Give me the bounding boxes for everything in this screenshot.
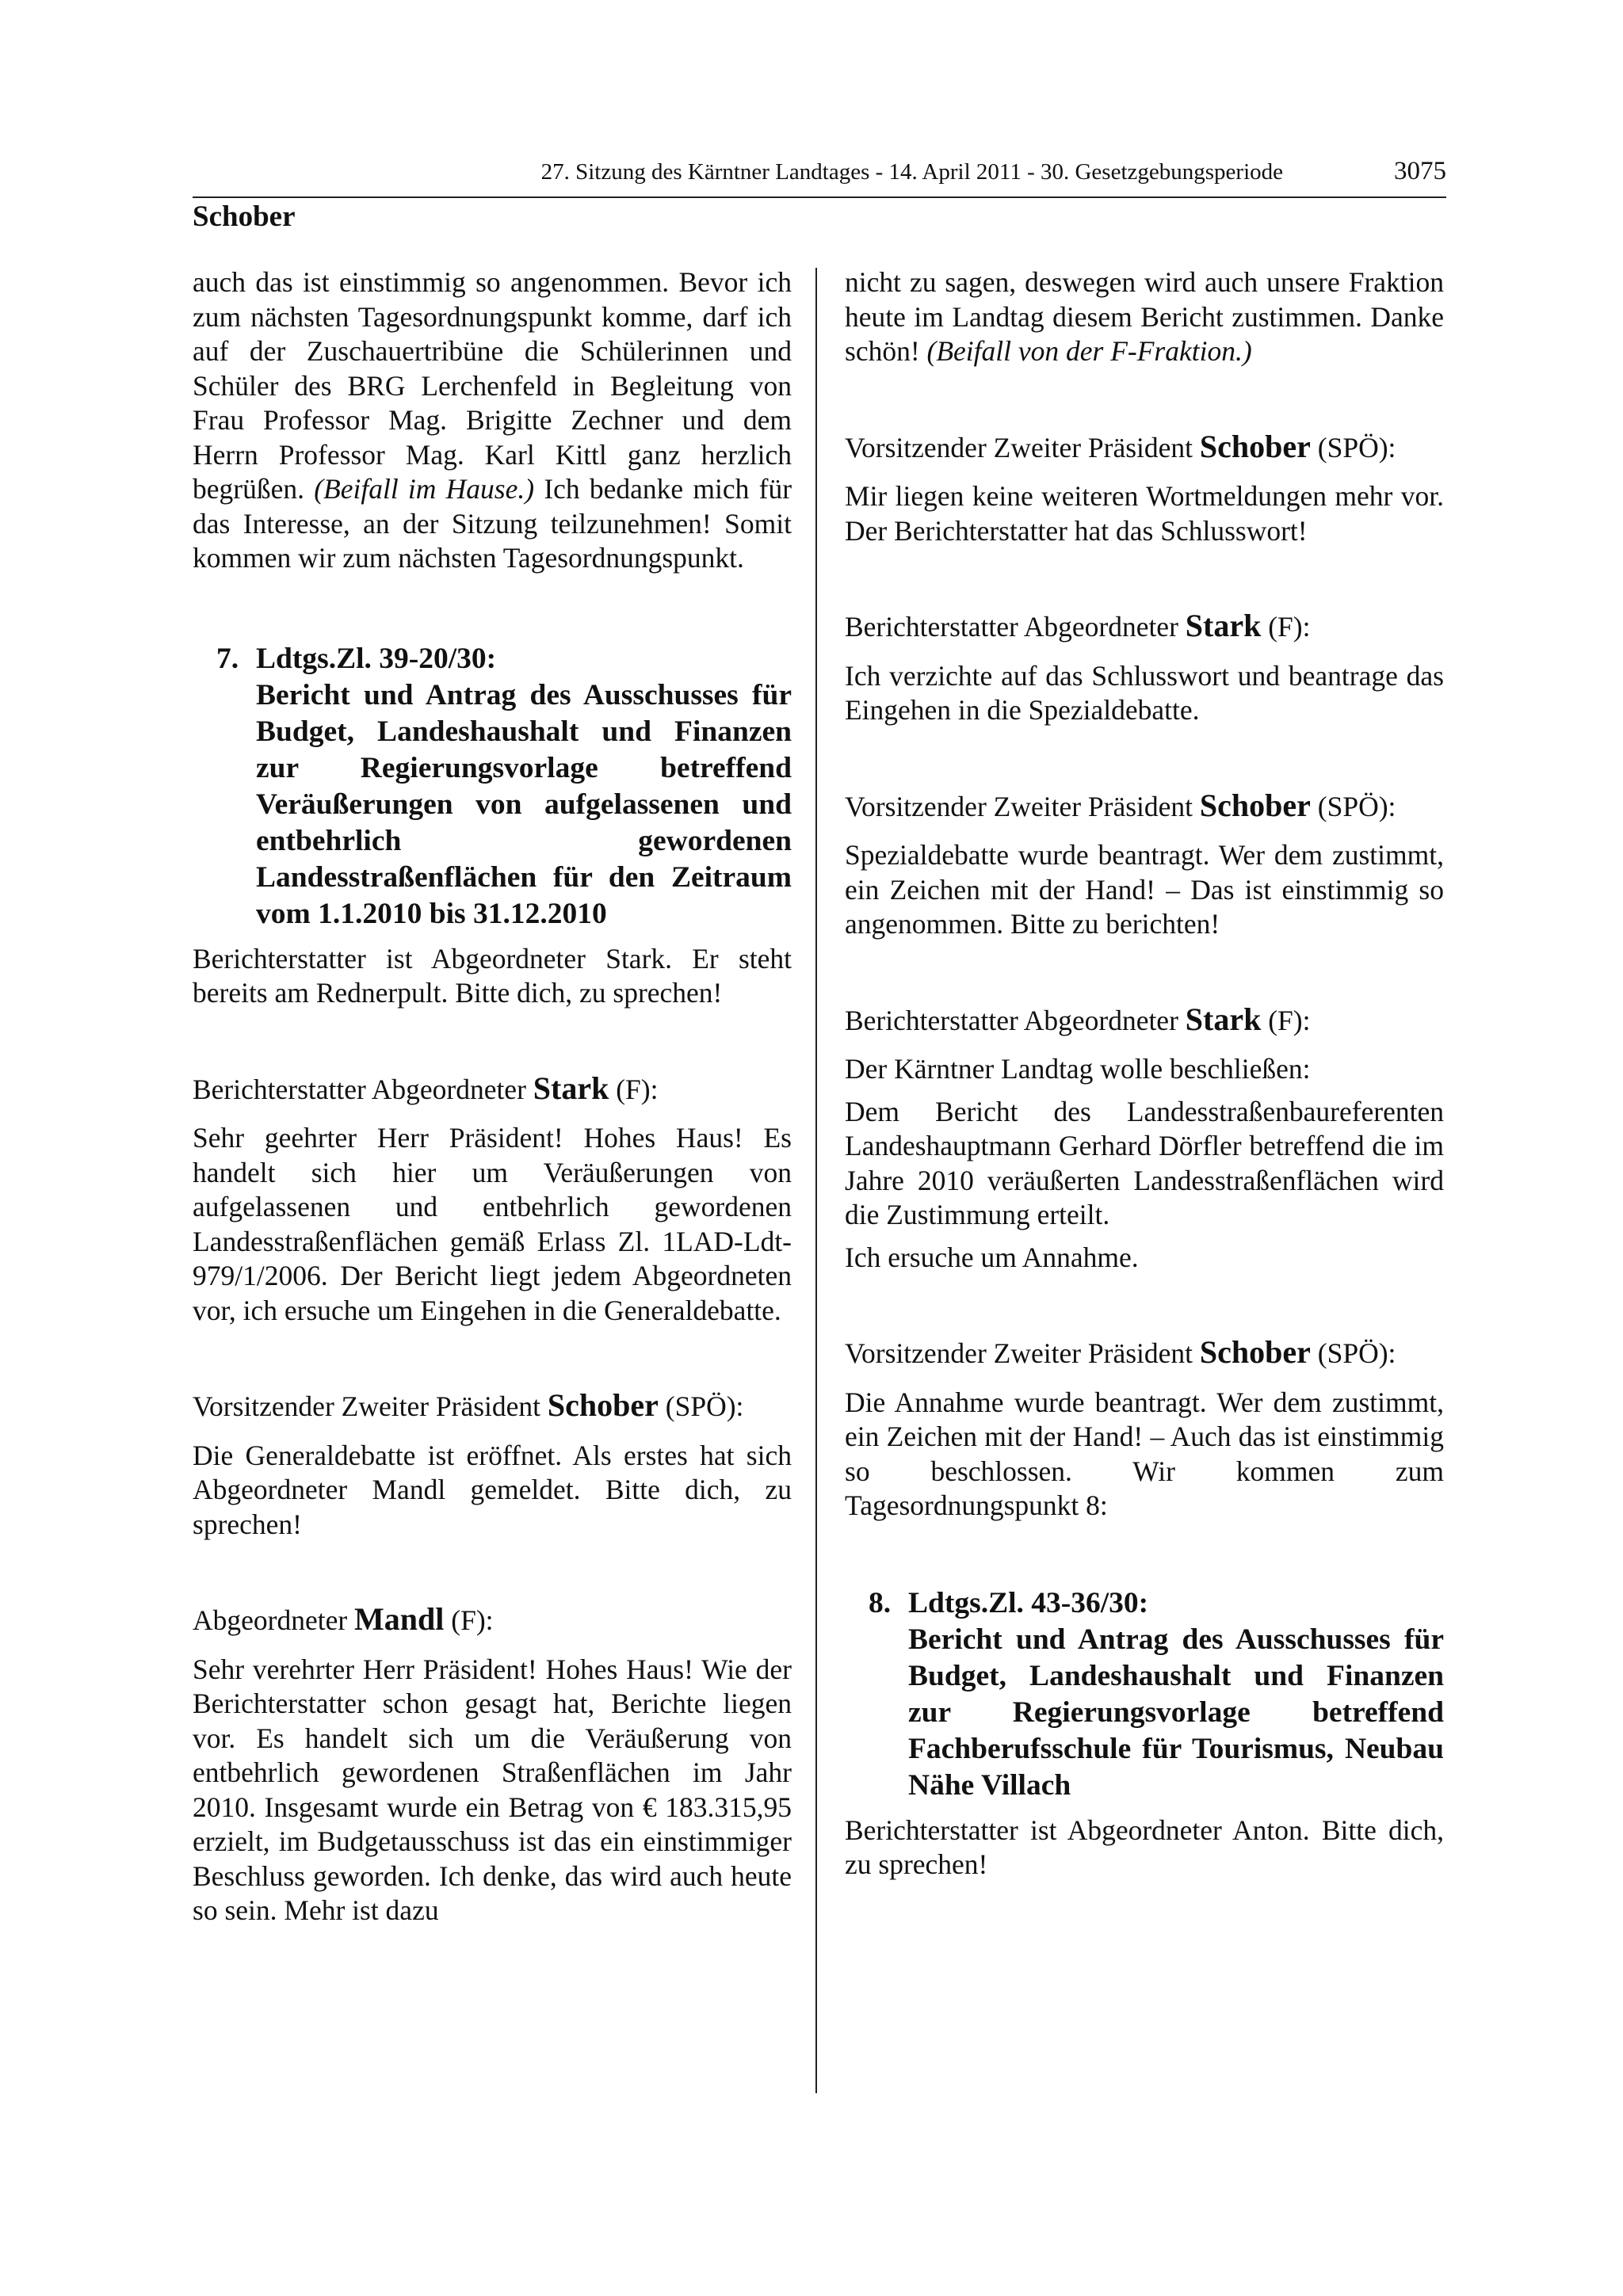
- speaker-party: (F):: [616, 1073, 659, 1105]
- speaker-name: Mandl: [354, 1601, 445, 1637]
- column-divider: [815, 268, 817, 2093]
- speaker-line: [845, 1335, 1444, 1371]
- running-header: [193, 157, 1446, 186]
- speaker-line: [193, 1071, 792, 1108]
- paragraph-text: auch das ist einstimmig so angenommen. Bevor ich zum nächsten Tagesordnungspunkt komme, darf ich auf der Zuschauertribüne die Schülerinnen und Schüler des BRG Lerchenfeld in Begleitung von Frau Professor Mag. Brigitte Zechner und dem Herrn Professor Mag. Karl Kittl ganz herzlich begrüßen.: [193, 266, 792, 505]
- speaker-name: Stark: [1185, 1001, 1262, 1037]
- paragraph: [845, 265, 1444, 369]
- paragraph: [193, 265, 792, 576]
- paragraph-text: nicht zu sagen, deswegen wird auch unsere Fraktion heute im Landtag diesem Bericht zustimmen. Danke schön!: [845, 266, 1444, 367]
- agenda-item-7: [193, 641, 792, 933]
- paragraph: Sehr verehrter Herr Präsident! Hohes Haus! Wie der Berichterstatter schon gesagt hat, Berichte liegen vor. Es handelt sich um die Veräußerung von entbehrlich gewordenen Straßenflächen im Jahr 2010. Insgesamt wurde ein Betrag von € 183.315,95 erzielt, im Budgetausschuss ist das ein einstimmiger Beschluss geworden. Ich denke, das wird auch heute so sein. Mehr ist dazu: [193, 1653, 792, 1926]
- agenda-number: 7.: [216, 642, 239, 675]
- paragraph: Sehr geehrter Herr Präsident! Hohes Haus! Es handelt sich hier um Veräußerungen von aufgelassenen und entbehrlich gewordenen Landesstraßenflächen gemäß Erlass Zl. 1LAD-Ldt-979/1/2006. Der Bericht liegt jedem Abgeordneten vor, ich ersuche um Eingehen in die Generaldebatte.: [193, 1122, 792, 1326]
- speaker-line: [193, 1388, 792, 1425]
- session-title: 27. Sitzung des Kärntner Landtages - 14. April 2011 - 30. Gesetzgebungsperiode: [540, 159, 1283, 185]
- speaker-party: (F):: [1268, 611, 1311, 643]
- speaker-name: Schober: [547, 1387, 659, 1423]
- speaker-role: Vorsitzender Zweiter Präsident: [845, 1337, 1193, 1369]
- speaker-name: Stark: [1185, 608, 1262, 643]
- agenda-heading: Ldtgs.Zl. 43-36/30:: [908, 1586, 1149, 1619]
- speaker-role: Berichterstatter Abgeordneter: [193, 1073, 526, 1105]
- header-rule: [193, 196, 1446, 198]
- speaker-party: (SPÖ):: [1317, 431, 1396, 463]
- speaker-line: [193, 1602, 792, 1638]
- speaker-role: Abgeordneter: [193, 1604, 348, 1636]
- speaker-line: [845, 608, 1444, 645]
- paragraph: Mir liegen keine weiteren Wortmeldungen mehr vor. Der Berichterstatter hat das Schlusswort!: [845, 480, 1444, 547]
- speaker-line: [845, 788, 1444, 825]
- paragraph: Berichterstatter ist Abgeordneter Anton. Bitte dich, zu sprechen!: [845, 1814, 1444, 1880]
- applause-note: (Beifall von der F-Fraktion.): [926, 335, 1252, 367]
- paragraph: Berichterstatter ist Abgeordneter Stark. Er steht bereits am Rednerpult. Bitte dich, zu sprechen!: [193, 942, 792, 1009]
- paragraph: Dem Bericht des Landesstraßenbaureferenten Landeshauptmann Gerhard Dörfler betreffend die im Jahre 2010 veräußerten Landesstraßenflächen wird die Zustimmung erteilt.: [845, 1095, 1444, 1230]
- speaker-party: (SPÖ):: [1317, 790, 1396, 822]
- speaker-role: Vorsitzender Zweiter Präsident: [193, 1390, 541, 1422]
- paragraph: Ich ersuche um Annahme.: [845, 1241, 1139, 1273]
- paragraph: Die Annahme wurde beantragt. Wer dem zustimmt, ein Zeichen mit der Hand! – Auch das ist einstimmig so beschlossen. Wir kommen zum Tagesordnungspunkt 8:: [845, 1386, 1444, 1521]
- speaker-party: (F):: [451, 1604, 494, 1636]
- speaker-role: Vorsitzender Zweiter Präsident: [845, 790, 1193, 822]
- speaker-line: [845, 1002, 1444, 1039]
- paragraph: Der Kärntner Landtag wolle beschließen:: [845, 1053, 1311, 1085]
- speaker-name: Schober: [1199, 428, 1311, 464]
- speaker-name: Schober: [1199, 1334, 1311, 1370]
- speaker-tag: Schober: [193, 200, 296, 233]
- speaker-line: [845, 429, 1444, 466]
- speaker-role: Vorsitzender Zweiter Präsident: [845, 431, 1193, 463]
- agenda-heading: Ldtgs.Zl. 39-20/30:: [256, 642, 497, 675]
- speaker-party: (SPÖ):: [665, 1390, 744, 1422]
- speaker-role: Berichterstatter Abgeordneter: [845, 611, 1178, 643]
- applause-note: (Beifall im Hause.): [314, 473, 535, 505]
- agenda-text: Bericht und Antrag des Ausschusses für Budget, Landeshaushalt und Finanzen zur Regierungsvorlage betreffend Veräußerungen von aufgelassenen und entbehrlich gewordenen Landesstraßenflächen für den Zeitraum vom 1.1.2010 bis 31.12.2010: [256, 678, 792, 930]
- left-column: [193, 265, 792, 1928]
- paragraph-text: Ich bedanke mich für das Interesse, an der Sitzung teilzunehmen! Somit kommen wir zum nächsten Tagesordnungspunkt.: [193, 473, 792, 574]
- speaker-party: (F):: [1268, 1004, 1311, 1036]
- agenda-item-8: [845, 1585, 1444, 1804]
- agenda-number: 8.: [869, 1586, 892, 1619]
- speaker-party: (SPÖ):: [1317, 1337, 1396, 1369]
- right-column: [845, 265, 1444, 1882]
- speaker-name: Schober: [1199, 787, 1311, 823]
- speaker-role: Berichterstatter Abgeordneter: [845, 1004, 1178, 1036]
- page-number: 3075: [1394, 157, 1446, 185]
- paragraph: Spezialdebatte wurde beantragt. Wer dem zustimmt, ein Zeichen mit der Hand! – Das ist einstimmig so angenommen. Bitte zu berichten!: [845, 839, 1444, 940]
- paragraph: Die Generaldebatte ist eröffnet. Als erstes hat sich Abgeordneter Mandl gemeldet. Bitte dich, zu sprechen!: [193, 1439, 792, 1540]
- paragraph: Ich verzichte auf das Schlusswort und beantrage das Eingehen in die Spezialdebatte.: [845, 659, 1444, 726]
- agenda-text: Bericht und Antrag des Ausschusses für Budget, Landeshaushalt und Finanzen zur Regierungsvorlage betreffend Fachberufsschule für Tourismus, Neubau Nähe Villach: [908, 1623, 1444, 1802]
- speaker-name: Stark: [533, 1070, 609, 1106]
